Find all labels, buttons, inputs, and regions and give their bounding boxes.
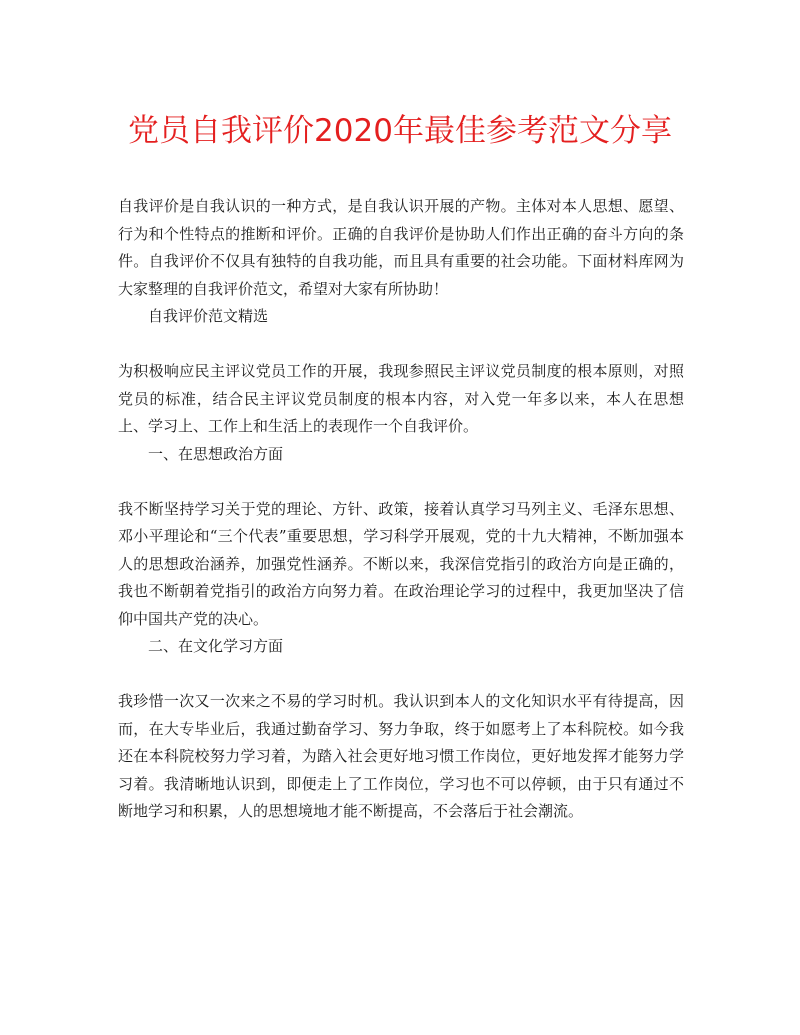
section1-paragraph: 我不断坚持学习关于党的理论、方针、政策，接着认真学习马列主义、毛泽东思想、邓小平理论和“三个代表”重要思想，学习科学开展观，党的十九大精神，不断加强本人的思想政治涵养，加强党性涵养。不断以来，我深信党指引的政治方向是正确的，我也不断朝着党指引的政治方向努力着。在政治理论学习的过程中，我更加坚决了信仰中国共产党的决心。	[118, 499, 684, 628]
spacer	[118, 661, 684, 689]
spacer	[118, 468, 684, 496]
section2-heading: 二、在文化学习方面	[148, 637, 284, 655]
document-body	[118, 193, 684, 826]
intro-paragraph: 自我评价是自我认识的一种方式，是自我认识开展的产物。主体对本人思想、愿望、行为和个性特点的推断和评价。正确的自我评价是协助人们作出正确的奋斗方向的条件。自我评价不仅具有独特的自我功能，而且具有重要的社会功能。下面材料库网为大家整理的自我评价范文，希望对大家有所协助！	[118, 197, 684, 298]
section2-paragraph: 我珍惜一次又一次来之不易的学习时机。我认识到本人的文化知识水平有待提高，因而，在大专毕业后，我通过勤奋学习、努力争取，终于如愿考上了本科院校。如今我还在本科院校努力学习着，为踏入社会更好地习惯工作岗位，更好地发挥才能努力学习着。我清晰地认识到，即便走上了工作岗位，学习也不可以停顿，由于只有通过不断地学习和积累，人的思想境地才能不断提高，不会落后于社会潮流。	[118, 692, 684, 820]
section1-heading: 一、在思想政治方面	[148, 444, 284, 463]
opening-paragraph: 为积极响应民主评议党员工作的开展，我现参照民主评议党员制度的根本原则，对照党员的标准，结合民主评议党员制度的根本内容，对入党一年多以来，本人在思想上、学习上、工作上和生活上的表现作一个自我评价。	[118, 362, 684, 435]
document-title: 党员自我评价2020年最佳参考范文分享	[128, 113, 672, 149]
sample-heading: 自我评价范文精选	[148, 307, 269, 325]
spacer	[118, 331, 684, 359]
